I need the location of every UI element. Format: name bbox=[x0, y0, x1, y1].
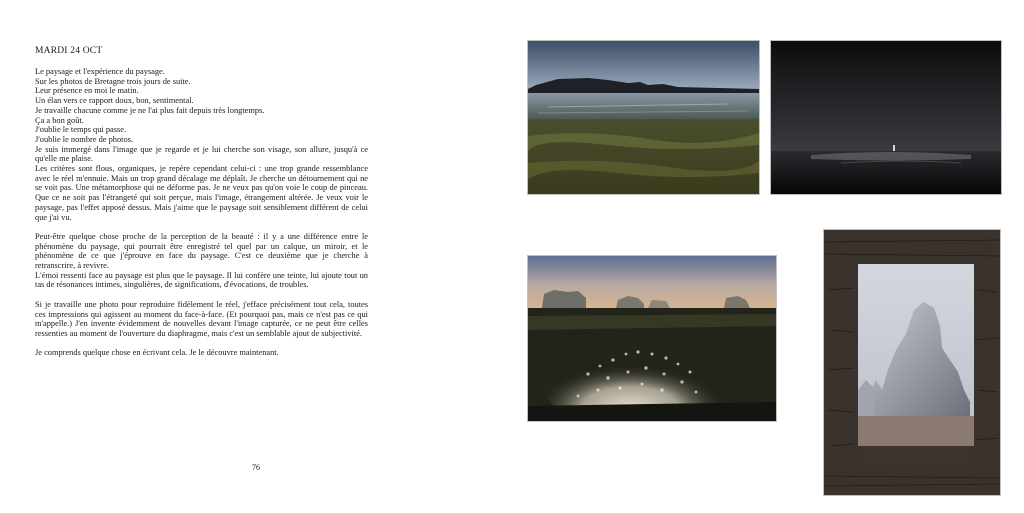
text-line: J'oublie le nombre de photos. bbox=[35, 134, 134, 144]
text-line: Un élan vers ce rapport doux, bon, sentimental. bbox=[35, 96, 194, 106]
page-number: 76 bbox=[252, 463, 260, 472]
text-line: Sur les photos de Bretagne trois jours de suite. bbox=[35, 76, 191, 86]
stone-window-photo bbox=[824, 230, 1000, 495]
text-line: Les critères sont flous, organiques, je repère cependant celui-ci : une trop grande ressemblance avec le réel m'ennuie. Mais un trop grand décalage me déplaît. Je cherche un détournement qui ne se voit pas. Une métamorphose qui ne déforme pas. Je ne veux pas qu'on voie le coup de pinceau. Que ce ne soit pas l'étrangeté qui soit perçue, mais l'image, étrangement altérée. Je veux voir le paysage, pas l'effet apposé dessus. Mais j'aime que le paysage soit sensiblement différent de celui que j'ai vu. bbox=[35, 164, 368, 222]
paragraph: Si je travaille une photo pour reproduire fidèlement le réel, j'efface précisément tout cela, toutes ces impressions qui agissent au moment du face-à-face. (Et pourquoi pas, mais ce n'est pas ce qui m'appelle.) J'en invente évidemment de nouvelles devant l'image capturée, ce ne peut être celles ressenties au moment de l'ouverture du diaphragme, mais c'est un semblable ajout de subjectivité. bbox=[35, 299, 368, 338]
text-line: Ça a bon goût. bbox=[35, 115, 84, 125]
text-line: Le paysage et l'expérience du paysage. bbox=[35, 67, 165, 76]
text-line: Je suis immergé dans l'image que je regarde et je lui cherche son visage, son allure, jusqu'à ce qu'elle me plaise. bbox=[35, 144, 368, 164]
paragraph: L'émoi ressenti face au paysage est plus que le paysage. Il lui confère une teinte, lui ajoute tout un tas de résonances intimes, singulières, de significations, d'évocations, de troubles. bbox=[35, 270, 368, 290]
text-line: Leur présence en moi le matin. bbox=[35, 86, 139, 96]
page-heading: MARDI 24 OCT bbox=[35, 46, 103, 56]
tidal-flat-photo bbox=[528, 41, 759, 194]
text-line: J'oublie le temps qui passe. bbox=[35, 125, 127, 135]
text-line: Je travaille chacune comme je ne l'ai plus fait depuis très longtemps. bbox=[35, 105, 265, 115]
wildflower-dusk-photo bbox=[528, 256, 776, 421]
paragraph: Je comprends quelque chose en écrivant cela. Je le découvre maintenant. bbox=[35, 348, 279, 358]
journal-text bbox=[35, 67, 368, 358]
paragraph: Peut-être quelque chose proche de la perception de la beauté : il y a une différence entre le phénomène du paysage, qui pourrait être enregistré tel quel par un calque, un miroir, et le phénomène de ce que j'éprouve en face du paysage. C'est ce deuxième que je cherche à retranscrire, à revivre. bbox=[35, 231, 368, 271]
night-sea-photo bbox=[771, 41, 1001, 194]
